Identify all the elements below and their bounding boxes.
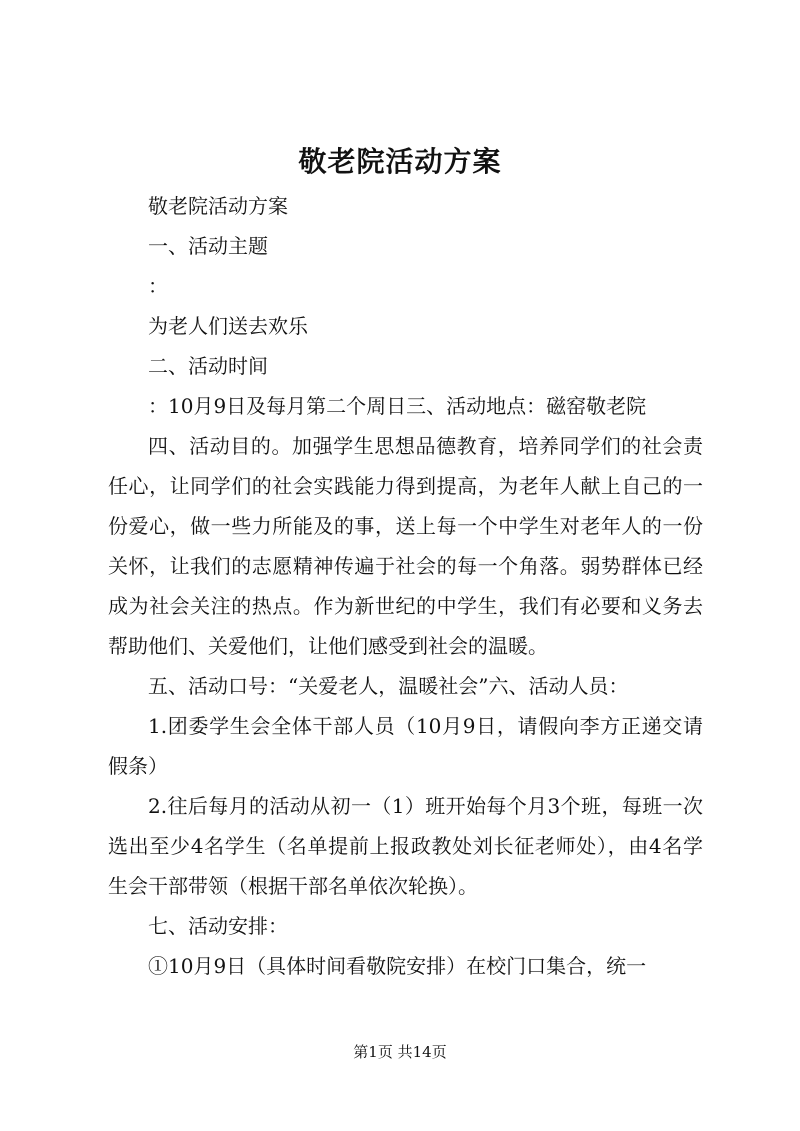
paragraph-time-place: ：10月9日及每月第二个周日三、活动地点：磁窑敬老院 [148,394,647,418]
paragraph-slogan: 五、活动口号：“关爱老人，温暖社会”六、活动人员： [148,674,629,698]
paragraph-arrangement-1: ①10月9日（具体时间看敬院安排）在校门口集合，统一 [148,954,647,978]
document-title: 敬老院活动方案 [298,145,502,178]
paragraph-section-2: 二、活动时间 [148,354,268,378]
document-body [108,186,703,986]
paragraph-section-7: 七、活动安排： [148,914,288,938]
paragraph-heading: 敬老院活动方案 [148,194,288,218]
paragraph-purpose: 四、活动目的。加强学生思想品德教育，培养同学们的社会责任心，让同学们的社会实践能力得到提高，为老年人献上自己的一份爱心，做一些力所能及的事，送上每一个中学生对老年人的一份关怀，让我们的志愿精神传遍于社会的每一个角落。弱势群体已经成为社会关注的热点。作为新世纪的中学生，我们有必要和义务去帮助他们、关爱他们，让他们感受到社会的温暖。 [108,434,703,658]
paragraph-colon: ： [148,274,168,298]
page-number: 第1页 共14页 [353,1043,447,1061]
paragraph-theme: 为老人们送去欢乐 [148,314,308,338]
paragraph-staff-2: 2.往后每月的活动从初一（1）班开始每个月3个班，每班一次选出至少4名学生（名单提前上报政教处刘长征老师处），由4名学生会干部带领（根据干部名单依次轮换）。 [108,794,703,898]
paragraph-staff-1: 1.团委学生会全体干部人员（10月9日，请假向李方正递交请假条） [108,714,703,778]
paragraph-section-1: 一、活动主题 [148,234,268,258]
